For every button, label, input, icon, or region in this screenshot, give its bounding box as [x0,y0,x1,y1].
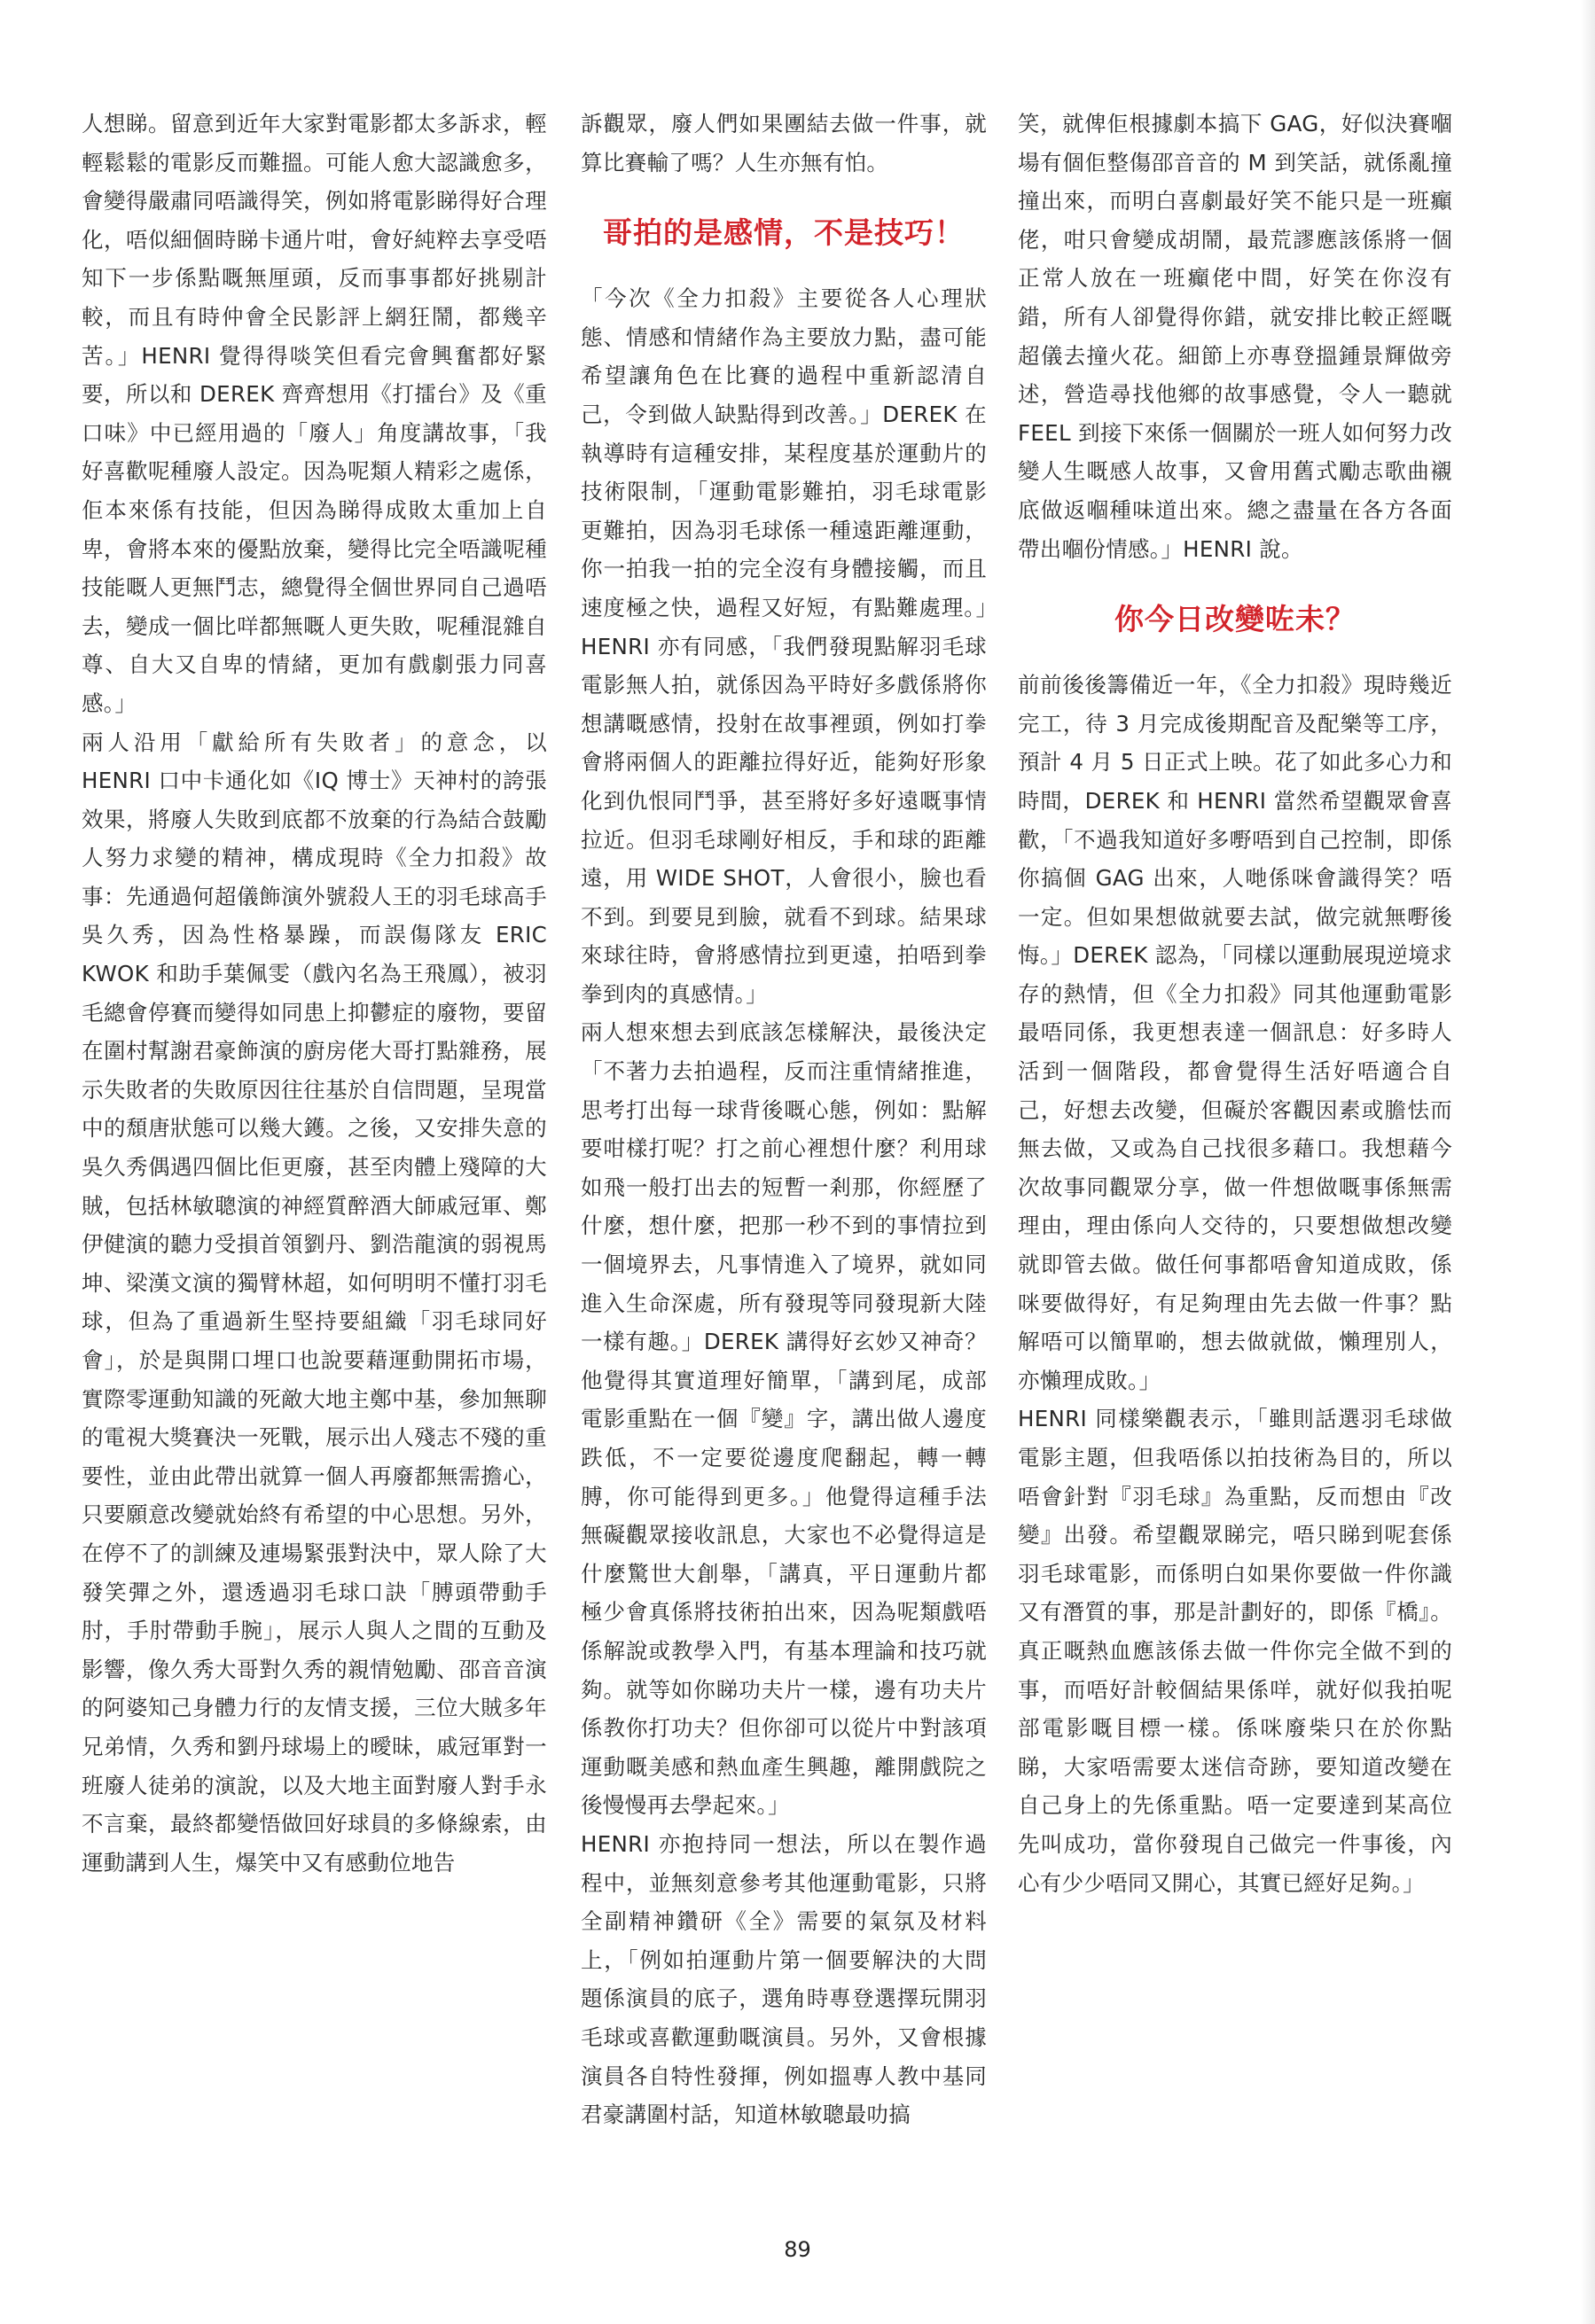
col2-paragraph-1: 訴觀眾，廢人們如果團結去做一件事，就算比賽輸了嗎？人生亦無有怕。 [581,111,987,175]
col2-paragraph-3: 兩人想來想去到底該怎樣解決，最後決定「不著力去拍過程，反而注重情緒推進，思考打出每一球背後嘅心態，例如：點解要咁樣打呢？打之前心裡想什麼？利用球如飛一般打出去的短暫一剎那，你經歷了什麼，想什麼，把那一秒不到的事情拉到一個境界去，凡事情進入了境界，就如同進入生命深處，所有發現等同發現新大陸一樣有趣。」DEREK 講得好玄妙又神奇？他覺得其實道理好簡單，「講到尾，成部電影重點在一個『變』字，講出做人邊度跌低，不一定要從邊度爬翻起，轉一轉膊，你可能得到更多。」他覺得這種手法無礙觀眾接收訊息，大家也不必覺得這是什麼驚世大創舉，「講真，平日運動片都極少會真係將技術拍出來，因為呢類戲唔係解說或教學入門，有基本理論和技巧就夠。就等如你睇功夫片一樣，邊有功夫片係教你打功夫？但你卻可以從片中對該項運動嘅美感和熱血產生興趣，離開戲院之後慢慢再去學起來。」 [581,1019,987,1819]
col3-paragraph-1: 笑，就俾佢根據劇本搞下 GAG，好似決賽嗰場有個佢整傷邵音音的 M 到笑話，就係亂撞撞出來，而明白喜劇最好笑不能只是一班癲佬，咁只會變成胡鬧，最荒謬應該係將一個正常人放在一班癲佬中間，好笑在你沒有錯，所有人卻覺得你錯，就安排比較正經嘅超儀去撞火花。細節上亦專登搵鍾景輝做旁述，營造尋找他鄉的故事感覺，令人一聽就 FEEL 到接下來係一個關於一班人如何努力改變人生嘅感人故事，又會用舊式勵志歌曲襯底做返嗰種味道出來。總之盡量在各方各面帶出嗰份情感。」HENRI 說。 [1018,111,1452,562]
section-heading-change: 你今日改變咗未？ [1114,602,1356,637]
column-3 [1018,105,1452,1902]
page-edge-shadow [1581,0,1595,2324]
col1-paragraph-2: 兩人沿用「獻給所有失敗者」的意念，以 HENRI 口中卡通化如《IQ 博士》天神村的誇張效果，將廢人失敗到底都不放棄的行為結合鼓勵人努力求變的精神，構成現時《全力扣殺》故事：先通過何超儀飾演外號殺人王的羽毛球高手吳久秀，因為性格暴躁，而誤傷隊友 ERIC KWOK 和助手葉佩雯（戲內名為王飛鳳），被羽毛總會停賽而變得如同患上抑鬱症的廢物，要留在圍村幫謝君豪飾演的廚房佬大哥打點雜務，展示失敗者的失敗原因往往基於自信問題，呈現當中的頹唐狀態可以幾大鑊。之後，又安排失意的吳久秀偶遇四個比佢更廢，甚至肉體上殘障的大賊，包括林敏聰演的神經質醉酒大師戚冠軍、鄭伊健演的聽力受損首領劉丹、劉浩龍演的弱視馬坤、梁漢文演的獨臂林超，如何明明不懂打羽毛球，但為了重過新生堅持要組織「羽毛球同好會」，於是與開口埋口也說要藉運動開拓市場，實際零運動知識的死敵大地主鄭中基，參加無聊的電視大獎賽決一死戰，展示出人殘志不殘的重要性，並由此帶出就算一個人再廢都無需擔心，只要願意改變就始終有希望的中心思想。另外，在停不了的訓練及連場緊張對決中，眾人除了大發笑彈之外，還透過羽毛球口訣「膊頭帶動手肘，手肘帶動手腕」，展示人與人之間的互動及影響，像久秀大哥對久秀的親情勉勵、邵音音演的阿婆知己身體力行的友情支援，三位大賊多年兄弟情，久秀和劉丹球場上的曖昧，戚冠軍對一班廢人徒弟的演說，以及大地主面對廢人對手永不言棄，最終都變悟做回好球員的多條線索，由運動講到人生，爆笑中又有感動位地告 [82,729,547,1876]
col2-paragraph-2: 「今次《全力扣殺》主要從各人心理狀態、情感和情緒作為主要放力點，盡可能希望讓角色在比賽的過程中重新認清自己，令到做人缺點得到改善。」DEREK 在執導時有這種安排，某程度基於運動片的技術限制，「運動電影難拍，羽毛球電影更難拍，因為羽毛球係一種遠距離運動，你一拍我一拍的完全沒有身體接觸，而且速度極之快，過程又好短，有點難處理。」HENRI 亦有同感，「我們發現點解羽毛球電影無人拍，就係因為平時好多戲係將你想講嘅感情，投射在故事裡頭，例如打拳會將兩個人的距離拉得好近，能夠好形象化到仇恨同鬥爭，甚至將好多好遠嘅事情拉近。但羽毛球剛好相反，手和球的距離遠，用 WIDE SHOT，人會很小，臉也看不到。到要見到臉，就看不到球。結果球來球往時，會將感情拉到更遠，拍唔到拳拳到肉的真感情。」 [581,285,987,1007]
col3-paragraph-3: HENRI 同樣樂觀表示，「雖則話選羽毛球做電影主題，但我唔係以拍技術為目的，所以唔會針對『羽毛球』為重點，反而想由『改變』出發。希望觀眾睇完，唔只睇到呢套係羽毛球電影，而係明白如果你要做一件你識又有潛質的事，那是計劃好的，即係『橋』。真正嘅熱血應該係去做一件你完全做不到的事，而唔好計較個結果係咩，就好似我拍呢部電影嘅目標一樣。係咪廢柴只在於你點睇，大家唔需要太迷信奇跡，要知道改變在自己身上的先係重點。唔一定要達到某高位先叫成功，當你發現自己做完一件事後，內心有少少唔同又開心，其實已經好足夠。」 [1018,1406,1452,1896]
page-number: 89 [784,2237,811,2262]
column-1 [82,105,547,1882]
col3-paragraph-2: 前前後後籌備近一年，《全力扣殺》現時幾近完工，待 3 月完成後期配音及配樂等工序，預計 4 月 5 日正式上映。花了如此多心力和時間，DEREK 和 HENRI 當然希望觀眾會喜歡，「不過我知道好多嘢唔到自己控制，即係你搞個 GAG 出來，人哋係咪會識得笑？唔一定。但如果想做就要去試，做完就無嘢後悔。」DEREK 認為，「同樣以運動展現逆境求存的熱情，但《全力扣殺》同其他運動電影最唔同係，我更想表達一個訊息：好多時人活到一個階段，都會覺得生活好唔適合自己，好想去改變，但礙於客觀因素或膽怯而無去做，又或為自己找很多藉口。我想藉今次故事同觀眾分享，做一件想做嘅事係無需理由，理由係向人交待的，只要想做想改變就即管去做。做任何事都唔會知道成敗，係咪要做得好，有足夠理由先去做一件事？點解唔可以簡單啲，想去做就做，懶理別人，亦懶理成敗。」 [1018,672,1452,1393]
col1-paragraph-1: 人想睇。留意到近年大家對電影都太多訴求，輕輕鬆鬆的電影反而難搵。可能人愈大認識愈多，會變得嚴肅同唔識得笑，例如將電影睇得好合理化，唔似細個時睇卡通片咁，會好純粹去享受唔知下一步係點嘅無厘頭，反而事事都好挑剔計較，而且有時仲會全民影評上網狂鬧，都幾辛苦。」HENRI 覺得得啖笑但看完會興奮都好緊要，所以和 DEREK 齊齊想用《打擂台》及《重口味》中已經用過的「廢人」角度講故事，「我好喜歡呢種廢人設定。因為呢類人精彩之處係，佢本來係有技能，但因為睇得成敗太重加上自卑，會將本來的優點放棄，變得比完全唔識呢種技能嘅人更無鬥志，總覺得全個世界同自己過唔去，變成一個比咩都無嘅人更失敗，呢種混雜自尊、自大又自卑的情緒，更加有戲劇張力同喜感。」 [82,111,547,716]
section-heading-emotion: 哥拍的是感情，不是技巧！ [603,215,965,251]
col2-paragraph-4: HENRI 亦抱持同一想法，所以在製作過程中，並無刻意參考其他運動電影，只將全副精神鑽研《全》需要的氣氛及材料上，「例如拍運動片第一個要解決的大問題係演員的底子，選角時專登選擇玩開羽毛球或喜歡運動嘅演員。另外，又會根據演員各自特性發揮，例如搵專人教中基同君豪講圍村話，知道林敏聰最叻搞 [581,1830,987,2128]
column-2 [581,105,987,2134]
